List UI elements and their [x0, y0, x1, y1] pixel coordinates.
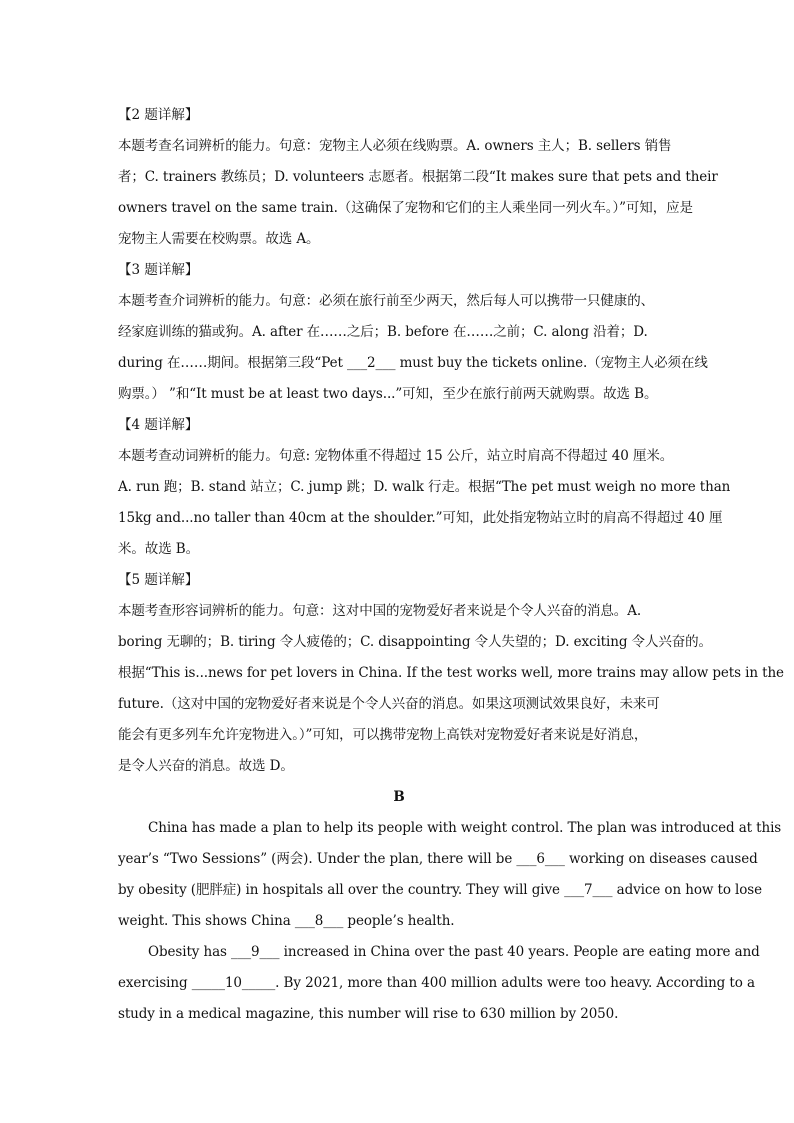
section-5-line: future.（这对中国的宠物爱好者来说是个令人兴奋的消息。如果这项测试效果良好，未来可 — [118, 696, 660, 712]
section-3-line: 经家庭训练的猫或狗。A. after 在……之后；B. before 在……之前；C. along 沿着；D. — [118, 324, 648, 340]
section-3-line: 购票。） ”和“It must be at least two days...”可知，至少在旅行前两天就购票。故选 B。 — [118, 386, 658, 402]
passage-b-paragraph-2-line: study in a medical magazine, this number will rise to 630 million by 2050. — [118, 1006, 619, 1022]
passage-b-paragraph-1-line: weight. This shows China ___8___ people’s health. — [118, 913, 455, 929]
document-page — [118, 100, 784, 1030]
section-5-line: 根据“This is...news for pet lovers in China. If the test works well, more trains may allow pets in the — [118, 665, 784, 681]
passage-b-paragraph-1-line: by obesity (肥胖症) in hospitals all over the country. They will give ___7___ advice on how to lose — [118, 882, 763, 898]
section-2-line: 宠物主人需要在校购票。故选 A。 — [118, 231, 320, 247]
section-2-line: 者；C. trainers 教练员；D. volunteers 志愿者。根据第二段“It makes sure that pets and their — [118, 169, 718, 185]
section-5-line: 本题考查形容词辨析的能力。句意：这对中国的宠物爱好者来说是个令人兴奋的消息。A. — [118, 603, 642, 619]
section-4-heading: 【4 题详解】 — [118, 417, 199, 433]
passage-b-paragraph-2-line: Obesity has ___9___ increased in China over the past 40 years. People are eating more and — [148, 944, 760, 960]
section-4-line: 本题考查动词辨析的能力。句意: 宠物体重不得超过 15 公斤，站立时肩高不得超过 40 厘米。 — [118, 448, 674, 464]
section-5-line: boring 无聊的；B. tiring 令人疲倦的；C. disappointing 令人失望的；D. exciting 令人兴奋的。 — [118, 634, 712, 650]
section-5-line: 能会有更多列车允许宠物进入。）”可知，可以携带宠物上高铁对宠物爱好者来说是好消息， — [118, 727, 648, 743]
section-4-line: A. run 跑；B. stand 站立；C. jump 跳；D. walk 行走。根据“The pet must weigh no more than — [118, 479, 731, 495]
section-2-line: owners travel on the same train.（这确保了宠物和它们的主人乘坐同一列火车。）”可知，应是 — [118, 200, 693, 216]
section-2-heading: 【2 题详解】 — [118, 107, 199, 123]
section-5-heading: 【5 题详解】 — [118, 572, 199, 588]
section-3-heading: 【3 题详解】 — [118, 262, 199, 278]
passage-b-paragraph-1-line: China has made a plan to help its people with weight control. The plan was introduced at this — [148, 820, 782, 836]
section-4-line: 15kg and...no taller than 40cm at the shoulder.”可知，此处指宠物站立时的肩高不得超过 40 厘 — [118, 510, 723, 526]
section-4-line: 米。故选 B。 — [118, 541, 200, 557]
passage-b-paragraph-1-line: year’s “Two Sessions” (两会). Under the plan, there will be ___6___ working on diseases caused — [118, 851, 758, 867]
section-2-line: 本题考查名词辨析的能力。句意：宠物主人必须在线购票。A. owners 主人；B. sellers 销售 — [118, 138, 672, 154]
section-5-line: 是令人兴奋的消息。故选 D。 — [118, 758, 294, 774]
section-3-line: 本题考查介词辨析的能力。句意：必须在旅行前至少两天，然后每人可以携带一只健康的、 — [118, 293, 654, 309]
section-3-line: during 在……期间。根据第三段“Pet ___2___ must buy the tickets online.（宠物主人必须在线 — [118, 355, 708, 371]
passage-b-title: B — [393, 789, 405, 805]
passage-b-paragraph-2-line: exercising _____10_____. By 2021, more than 400 million adults were too heavy. According to a — [118, 975, 755, 991]
